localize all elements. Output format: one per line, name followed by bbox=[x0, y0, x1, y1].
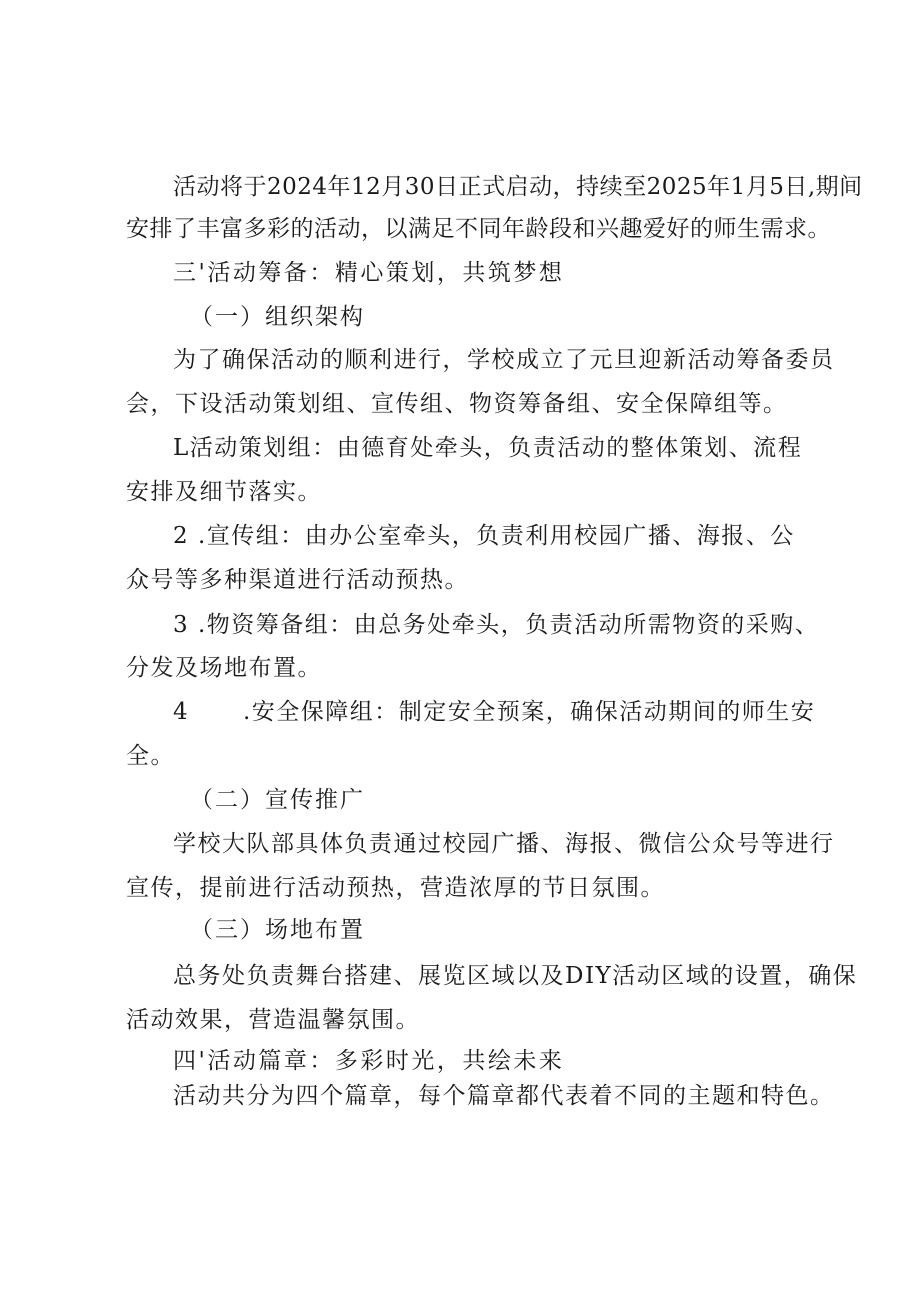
para1-line1: 活动将于2024年12月30日正式启动，持续至2025年1月5日,期间 bbox=[173, 174, 863, 200]
sub2-heading: （二）宣传推广 bbox=[190, 787, 365, 813]
para4-line2: 活动效果，营造温馨氛围。 bbox=[126, 1007, 420, 1033]
para3-line2: 宣传，提前进行活动预热，营造浓厚的节日氛围。 bbox=[126, 875, 665, 901]
sub3-heading: （三）场地布置 bbox=[190, 917, 365, 943]
para1-line2: 安排了丰富多彩的活动，以满足不同年龄段和兴趣爱好的师生需求。 bbox=[126, 216, 831, 242]
item2-line1: 2 .宣传组：由办公室牵头，负责利用校园广播、海报、公 bbox=[173, 523, 795, 549]
item3-line1: 3 .物资筹备组：由总务处牵头，负责活动所需物资的采购、 bbox=[173, 612, 820, 638]
item4-line2: 全。 bbox=[126, 743, 175, 769]
item1-line2: 安排及细节落实。 bbox=[126, 479, 322, 505]
item4-line1: .安全保障组：制定安全预案，确保活动期间的师生安 bbox=[243, 699, 816, 725]
item4-number: 4 bbox=[173, 699, 190, 725]
sub1-heading: （一）组织架构 bbox=[190, 304, 365, 330]
section4-heading: 四'活动篇章：多彩时光，共绘未来 bbox=[173, 1048, 565, 1074]
para4-line1: 总务处负责舞台搭建、展览区域以及DIY活动区域的设置，确保 bbox=[173, 963, 858, 989]
item1-line1: L活动策划组：由德育处牵头，负责活动的整体策划、流程 bbox=[173, 435, 803, 461]
para2-line1: 为了确保活动的顺利进行，学校成立了元旦迎新活动筹备委员 bbox=[173, 347, 835, 373]
section3-heading: 三'活动筹备：精心策划，共筑梦想 bbox=[173, 260, 565, 286]
item2-line2: 众号等多种渠道进行活动预热。 bbox=[126, 567, 469, 593]
para5-line1: 活动共分为四个篇章，每个篇章都代表着不同的主题和特色。 bbox=[173, 1083, 835, 1109]
para2-line2: 会，下设活动策划组、宣传组、物资筹备组、安全保障组等。 bbox=[126, 391, 788, 417]
item3-line2: 分发及场地布置。 bbox=[126, 655, 322, 681]
para3-line1: 学校大队部具体负责通过校园广播、海报、微信公众号等进行 bbox=[173, 831, 835, 857]
